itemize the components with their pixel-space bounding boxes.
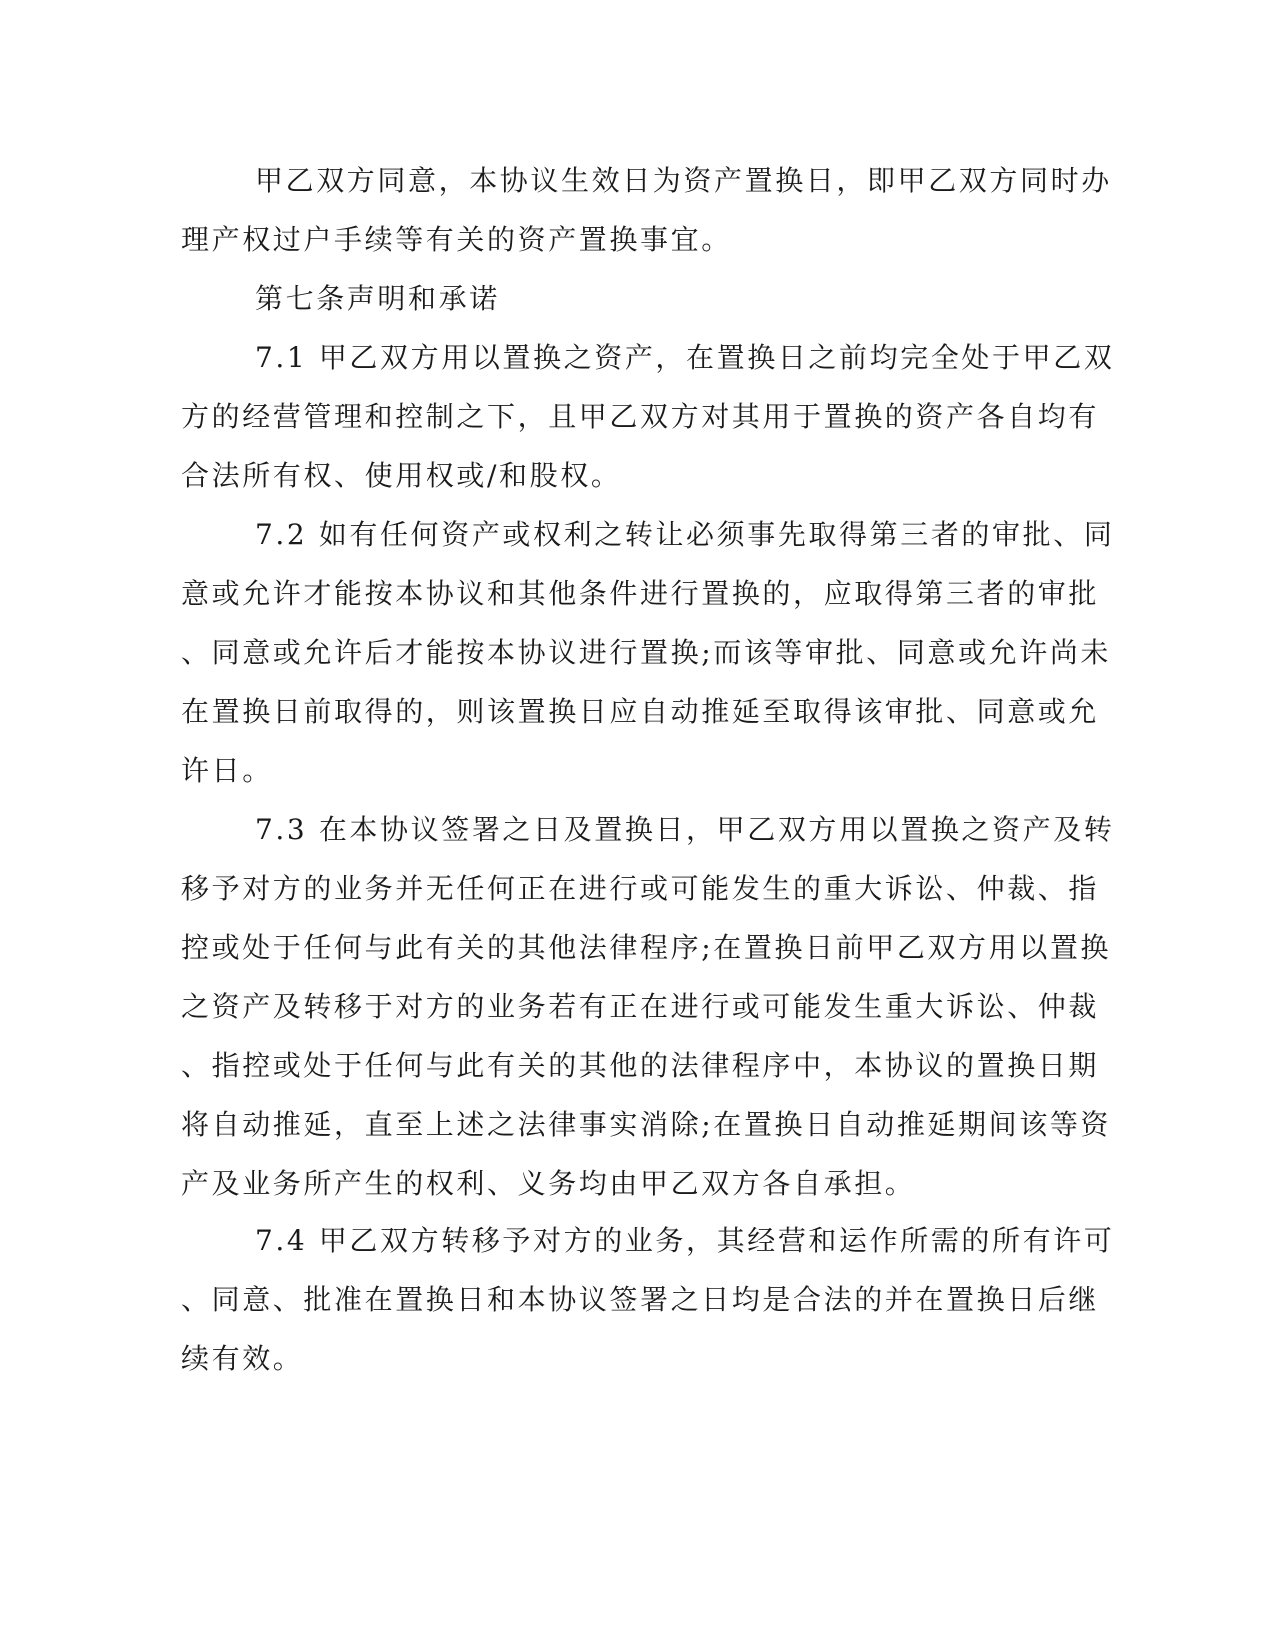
paragraph-line: 在置换日前取得的，则该置换日应自动推延至取得该审批、同意或允 (181, 695, 1100, 728)
paragraph-line: 之资产及转移于对方的业务若有正在进行或可能发生重大诉讼、仲裁 (181, 990, 1100, 1023)
paragraph-line: 理产权过户手续等有关的资产置换事宜。 (181, 223, 732, 256)
paragraph-line: 甲乙双方同意，本协议生效日为资产置换日，即甲乙双方同时办 (255, 164, 1112, 197)
paragraph-line: 方的经营管理和控制之下，且甲乙双方对其用于置换的资产各自均有 (181, 400, 1100, 433)
paragraph-line: 7.4 甲乙双方转移予对方的业务，其经营和运作所需的所有许可 (255, 1224, 1115, 1257)
paragraph-line: 控或处于任何与此有关的其他法律程序;在置换日前甲乙双方用以置换 (181, 931, 1112, 964)
paragraph-line: 、指控或处于任何与此有关的其他的法律程序中，本协议的置换日期 (181, 1049, 1100, 1082)
section-heading: 第七条声明和承诺 (255, 282, 500, 315)
paragraph-line: 7.1 甲乙双方用以置换之资产，在置换日之前均完全处于甲乙双 (255, 341, 1115, 374)
paragraph-line: 移予对方的业务并无任何正在进行或可能发生的重大诉讼、仲裁、指 (181, 872, 1100, 905)
paragraph-line: 许日。 (181, 754, 273, 787)
paragraph-line: 将自动推延，直至上述之法律事实消除;在置换日自动推延期间该等资 (181, 1108, 1112, 1141)
paragraph-line: 合法所有权、使用权或/和股权。 (181, 459, 622, 492)
paragraph-line: 意或允许才能按本协议和其他条件进行置换的，应取得第三者的审批 (181, 577, 1100, 610)
paragraph-line: 续有效。 (181, 1342, 304, 1375)
paragraph-line: 、同意、批准在置换日和本协议签署之日均是合法的并在置换日后继 (181, 1283, 1100, 1316)
paragraph-line: 7.3 在本协议签署之日及置换日，甲乙双方用以置换之资产及转 (255, 813, 1115, 846)
paragraph-line: 、同意或允许后才能按本协议进行置换;而该等审批、同意或允许尚未 (181, 636, 1112, 669)
paragraph-line: 产及业务所产生的权利、义务均由甲乙双方各自承担。 (181, 1167, 916, 1200)
paragraph-line: 7.2 如有任何资产或权利之转让必须事先取得第三者的审批、同 (255, 518, 1115, 551)
